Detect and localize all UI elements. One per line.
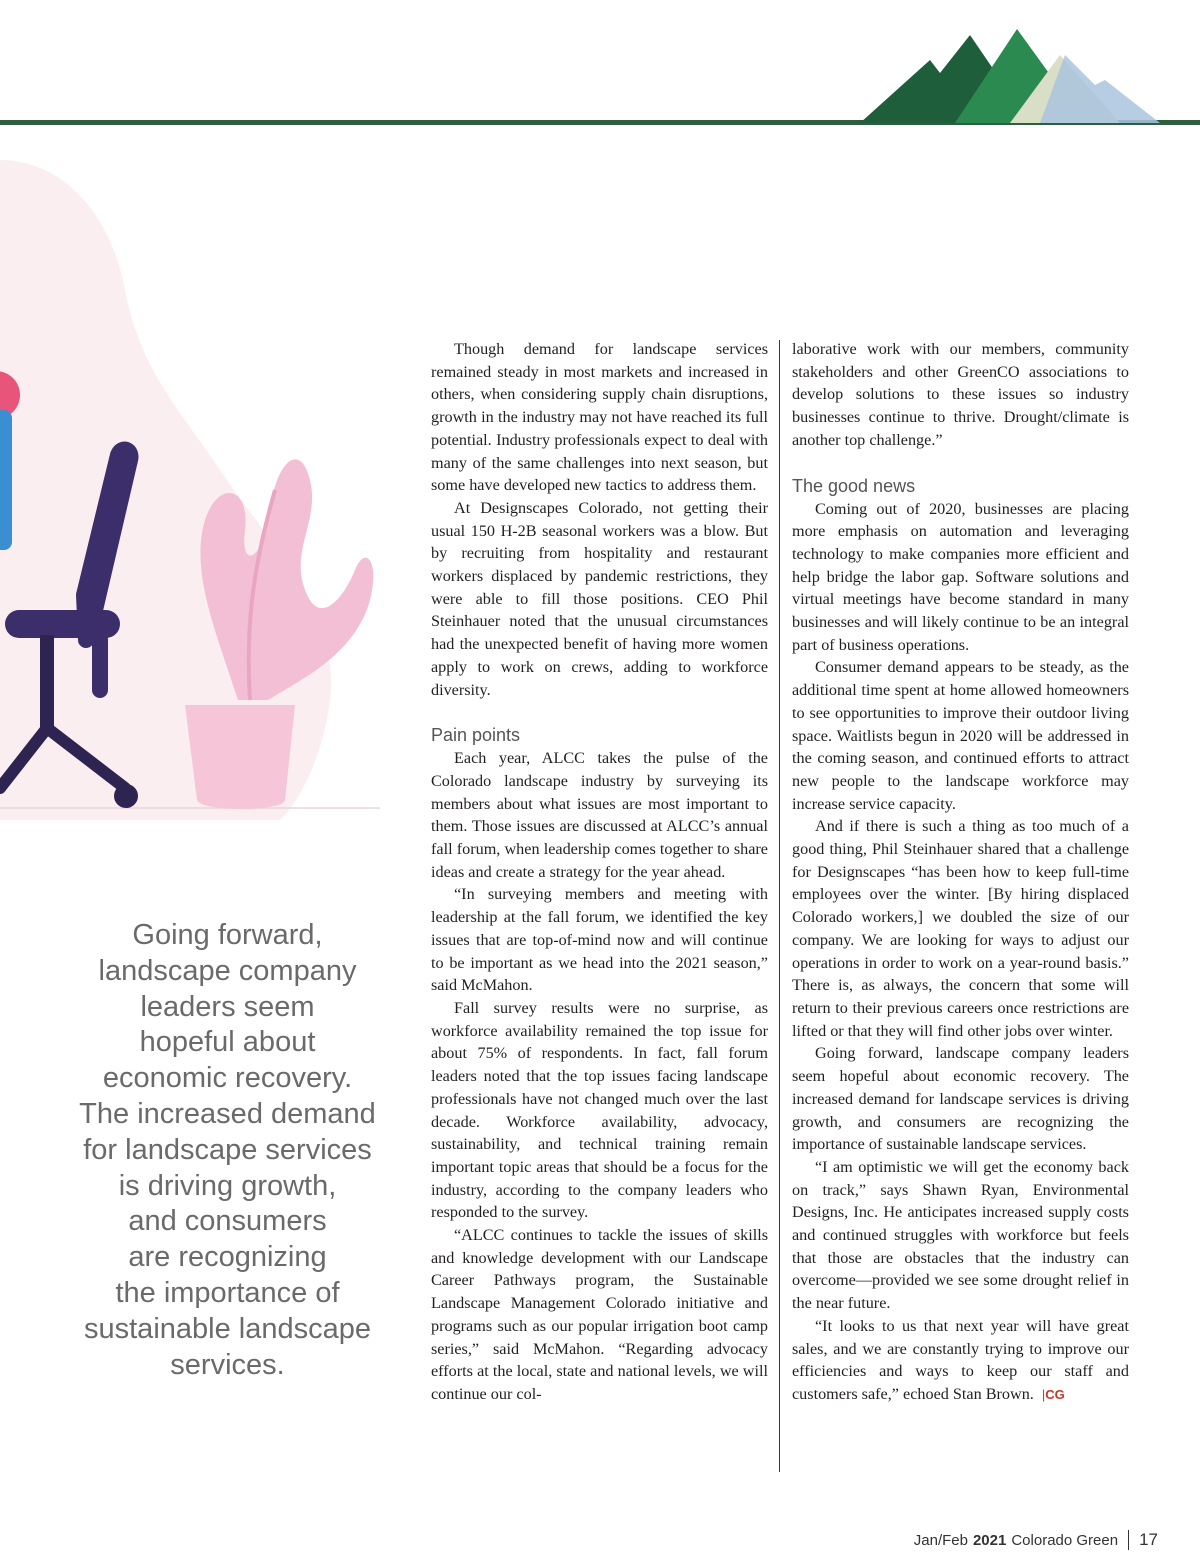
pull-quote-line: is driving growth, (118, 1169, 337, 1202)
page-number: 17 (1139, 1530, 1158, 1549)
body-paragraph: “In surveying members and meeting with leadership at the fall forum, we identified the key issues that are top-of-mind now and will continue to be important as we head into the 2021 season,” said McMahon. (431, 885, 768, 995)
body-paragraph: Though demand for landscape services remained steady in most markets and increased in others, when considering supply chain disruptions, growth in the industry may not have reached its full potential. Industry professionals expect to deal with many of the same challenges into next season, but some have developed new tactics to address them. (431, 340, 768, 495)
body-paragraph: “I am optimistic we will get the economy back on track,” says Shawn Ryan, Environmental Designs, Inc. He anticipates increased supply costs and continued struggles with workforce but feels that those are obstacles that the industry can overcome—provided we see some drought relief in the near future. (792, 1157, 1129, 1313)
pull-quote-line: services. (170, 1348, 285, 1381)
body-paragraph: And if there is such a thing as too much of a good thing, Phil Steinhauer shared that a challenge for Designscapes “has been how to keep full-time employees over the winter. [By hiring displaced Colorado workers,] we doubled the size of our company. We are looking for ways to adjust our operations in order to work on a year-round basis.” There is, as always, the concern that some will return to their previous careers once restrictions are lifted or that they will find other jobs over winter. (792, 817, 1129, 1040)
body-paragraph: Coming out of 2020, businesses are placing more emphasis on automation and leveraging technology to make companies more efficient and help bridge the labor gap. Software solutions and virtual meetings have become standard in many businesses and will likely continue to be an integral part of business operations. (792, 499, 1129, 654)
mountain-logo-graphic (860, 25, 1200, 125)
pull-quote-line: and consumers (128, 1205, 327, 1238)
pull-quote-line: Going forward, (132, 919, 323, 951)
end-mark-label: CG (1045, 1386, 1065, 1402)
body-paragraph: laborative work with our members, community stakeholders and other GreenCO associations to develop solutions to these issues so industry businesses continue to thrive. Drought/climate is another top challenge.” (792, 340, 1129, 449)
body-paragraph (792, 1315, 1129, 1407)
pull-quote-line: for landscape services (83, 1133, 372, 1166)
page-footer (914, 1530, 1158, 1550)
article-column-2 (792, 338, 1129, 1407)
pull-quote-line: landscape company (98, 954, 357, 987)
pull-quote-line: are recognizing (128, 1241, 327, 1274)
pull-quote-line: hopeful about (139, 1026, 316, 1059)
body-paragraph: Fall survey results were no surprise, as workforce availability remained the top issue for about 75% of respondents. In fact, fall forum leaders noted that the top issues facing landscape professionals have not changed much over the last decade. Workforce availability, advocacy, sustainability, and technical training remain important topic areas that should be a focus for the industry, according to the company leaders who responded to the survey. (431, 998, 768, 1222)
section-heading-good-news: The good news (792, 475, 916, 496)
article-column-1 (431, 338, 768, 1406)
footer-divider (1128, 1530, 1129, 1550)
pull-quote-line: leaders seem (140, 990, 315, 1023)
footer-year: 2021 (972, 1531, 1007, 1549)
body-paragraph: Going forward, landscape company leaders seem hopeful about economic recovery. The increased demand for landscape services is driving growth, and consumers are recognizing the importance of sustainable landscape services. (792, 1044, 1129, 1154)
pull-quote-line: sustainable landscape (84, 1312, 371, 1345)
section-heading-pain-points: Pain points (431, 725, 521, 746)
footer-issue: Jan/Feb (913, 1531, 968, 1549)
pull-quote-line: the importance of (115, 1276, 340, 1309)
body-paragraph: “ALCC continues to tackle the issues of skills and knowledge development with our Landscape Career Pathways program, the Sustainable Landscape Management Colorado initiative and programs such as our popular irrigation boot camp series,” said McMahon. “Regarding advocacy efforts at the local, state and national levels, we will continue our col- (431, 1226, 768, 1403)
closing-quote-text: “It looks to us that next year will have great sales, and we are constantly trying to improve our efficiencies and ways to keep our staff and customers safe,” echoed Stan Brown. (792, 1316, 1129, 1403)
column-divider (779, 340, 780, 1472)
office-chair-plant-illustration (0, 140, 400, 820)
pull-quote-line: economic recovery. (102, 1062, 353, 1095)
body-paragraph: At Designscapes Colorado, not getting their usual 150 H-2B seasonal workers was a blow. But by recruiting from hospitality and restaurant workers displaced by pandemic restrictions, they were able to fill those positions. CEO Phil Steinhauer noted that the unusual circumstances had the unexpected benefit of having more women apply to work on crews, adding to workforce diversity. (431, 498, 768, 699)
end-mark: |CG (1041, 1386, 1065, 1402)
body-paragraph: Consumer demand appears to be steady, as the additional time spent at home allowed homeowners to see opportunities to improve their outdoor living space. Waitlists begun in 2020 will be addressed in the coming season, and continued efforts to attract new people to the landscape workforce may increase service capacity. (792, 658, 1129, 813)
pull-quote (60, 918, 395, 1383)
body-paragraph: Each year, ALCC takes the pulse of the Colorado landscape industry by surveying its members about what issues are most important to them. Those issues are discussed at ALCC’s annual fall forum, when leadership comes together to share ideas and create a strategy for the year ahead. (431, 749, 768, 881)
pull-quote-line: The increased demand (79, 1097, 376, 1130)
footer-magazine: Colorado Green (1011, 1531, 1119, 1549)
